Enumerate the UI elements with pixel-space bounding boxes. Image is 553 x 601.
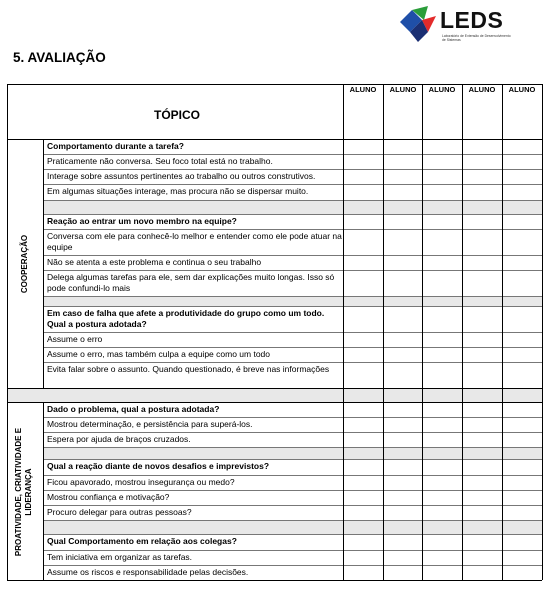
aluno-column-header: ALUNO [508, 85, 536, 94]
aluno-column-header: ALUNO [468, 85, 496, 94]
column-line [422, 84, 423, 580]
answer-row: Conversa com ele para conhecê-lo melhor e entender como ele pode atuar na equipe [47, 231, 342, 252]
answer-row: Interage sobre assuntos pertinentes ao trabalho ou outros construtivos. [47, 171, 316, 181]
column-line [43, 402, 44, 580]
row-line [43, 332, 542, 333]
topic-header: TÓPICO [154, 108, 201, 122]
table-border [7, 580, 542, 581]
row-line [43, 505, 542, 506]
leds-logo-icon [398, 4, 442, 46]
answer-row: Mostrou determinação, e persistência para superá-los. [47, 419, 253, 429]
column-line [343, 84, 344, 580]
answer-row: Procuro delegar para outras pessoas? [47, 507, 192, 517]
answer-row: Mostrou confiança e motivação? [47, 492, 170, 502]
question-row: Dado o problema, qual a postura adotada? [47, 404, 220, 414]
answer-row: Evita falar sobre o assunto. Quando questionado, é breve nas informações [47, 364, 330, 374]
spacer-band [43, 447, 542, 459]
evaluation-table [7, 84, 543, 581]
question-row: Comportamento durante a tarefa? [47, 141, 184, 151]
aluno-column-header: ALUNO [428, 85, 456, 94]
row-line [43, 255, 542, 256]
answer-row: Assume o erro, mas também culpa a equipe como um todo [47, 349, 270, 359]
row-line [43, 432, 542, 433]
column-line [7, 84, 8, 580]
row-line [43, 475, 542, 476]
row-line [43, 459, 542, 460]
column-line [542, 84, 543, 580]
row-line [43, 184, 542, 185]
answer-row: Assume os riscos e responsabilidade pelas decisões. [47, 567, 249, 577]
answer-row: Delega algumas tarefas para ele, sem dar explicações muito longas. Isso só pode confundi-lo mais [47, 272, 335, 293]
row-line [43, 200, 542, 201]
row-line [43, 565, 542, 566]
answer-row: Ficou apavorado, mostrou insegurança ou medo? [47, 477, 235, 487]
question-row: Qual Comportamento em relação aos colegas? [47, 536, 237, 546]
row-line [43, 447, 542, 448]
aluno-column-header: ALUNO [349, 85, 377, 94]
column-line [43, 139, 44, 388]
spacer-band [43, 520, 542, 534]
answer-row: Tem iniciativa em organizar as tarefas. [47, 552, 193, 562]
row-line [43, 296, 542, 297]
leds-logo [398, 4, 511, 46]
spacer-band [43, 200, 542, 214]
answer-row: Praticamente não conversa. Seu foco total está no trabalho. [47, 156, 273, 166]
row-line [43, 306, 542, 307]
column-line [462, 84, 463, 580]
question-row: Em caso de falha que afete a produtividade do grupo como um todo. Qual a postura adotada? [47, 308, 325, 329]
column-line [502, 84, 503, 580]
answer-row: Não se atenta a este problema e continua o seu trabalho [47, 257, 262, 267]
row-line [43, 214, 542, 215]
row-line [43, 270, 542, 271]
row-line [43, 154, 542, 155]
answer-row: Assume o erro [47, 334, 103, 344]
logo-subtitle: Laboratório de Extensão de Desenvolvimento de Sistemas [442, 34, 511, 42]
group-label-cooperacao: COOPERAÇÃO [20, 234, 29, 294]
section-title: 5. AVALIAÇÃO [13, 50, 106, 65]
row-line [43, 362, 542, 363]
logo-wordmark: LEDS [440, 7, 504, 33]
row-line [43, 169, 542, 170]
row-line [43, 347, 542, 348]
row-line [43, 550, 542, 551]
column-line [383, 84, 384, 580]
row-line [43, 490, 542, 491]
aluno-column-header: ALUNO [389, 85, 417, 94]
row-line [43, 229, 542, 230]
row-line [43, 534, 542, 535]
question-row: Qual a reação diante de novos desafios e imprevistos? [47, 461, 270, 471]
group-label-proatividade: PROATIVIDADE, CRIATIVIDADE E LIDERANÇA [14, 427, 33, 557]
spacer-band [43, 296, 542, 306]
answer-row: Espera por ajuda de braços cruzados. [47, 434, 191, 444]
row-line [43, 417, 542, 418]
question-row: Reação ao entrar um novo membro na equipe? [47, 216, 237, 226]
row-line [43, 520, 542, 521]
answer-row: Em algumas situações interage, mas procura não se dispersar muito. [47, 186, 309, 196]
